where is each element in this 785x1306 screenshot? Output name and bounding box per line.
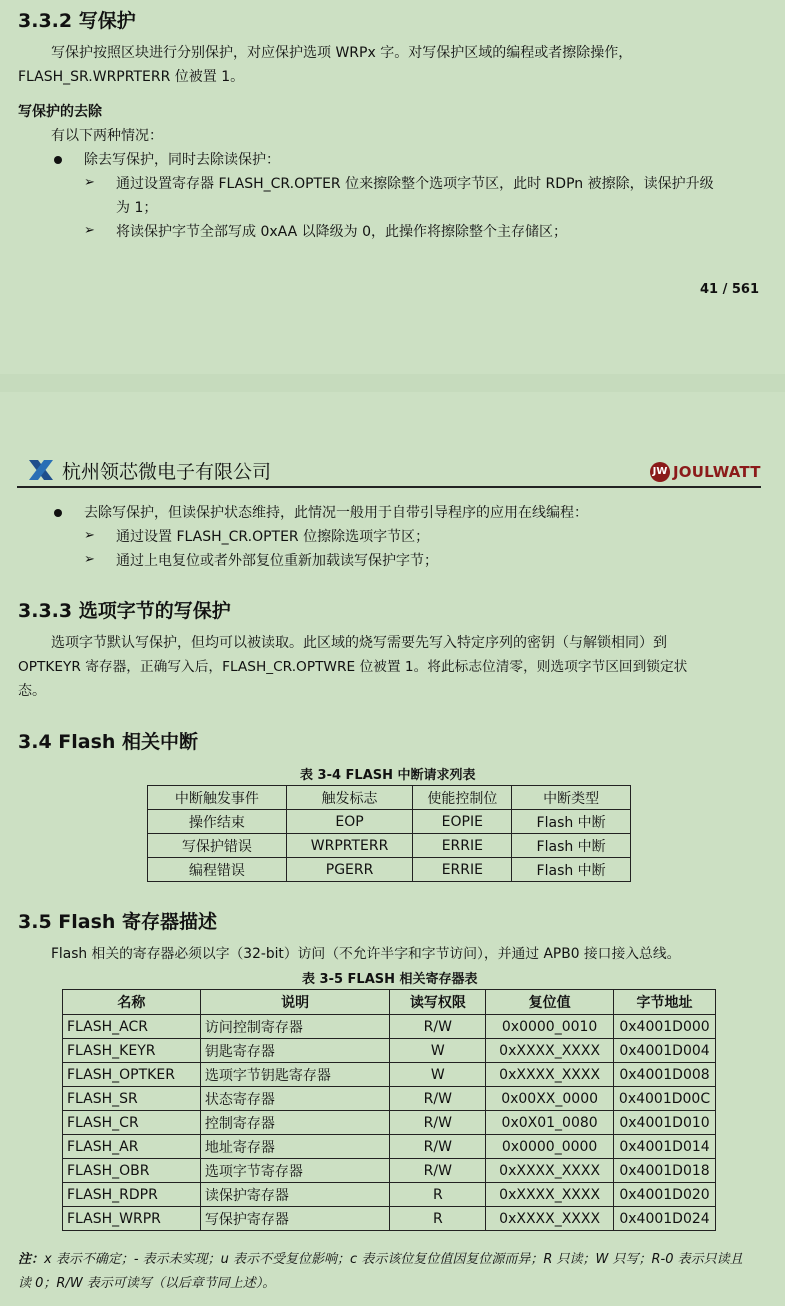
table-cell: R/W	[390, 1135, 486, 1159]
table-cell: 0xXXXX_XXXX	[486, 1063, 614, 1087]
table-cell: FLASH_KEYR	[63, 1039, 201, 1063]
table-row	[63, 1063, 716, 1087]
table-cell: 0x4001D020	[614, 1183, 716, 1207]
table-note-cont: 读 0；R/W 表示可读写（以后章节同上述）。	[18, 1276, 276, 1291]
bullet-item: 除去写保护，同时去除读保护：	[84, 152, 280, 168]
note-label: 注：	[18, 1252, 45, 1267]
sub-bullet-item: 将读保护字节全部写成 0xAA 以降级为 0，此操作将擦除整个主存储区；	[116, 224, 567, 240]
table-cell: 选项字节寄存器	[200, 1159, 390, 1183]
table-header-cell: 中断类型	[512, 786, 631, 810]
paragraph-line: 态。	[18, 683, 46, 699]
table-cell: PGERR	[286, 858, 413, 882]
table-cell: W	[390, 1063, 486, 1087]
paragraph-line: Flash 相关的寄存器必须以字（32-bit）访问（不允许半字和字节访问），并通过 APB0 接口接入总线。	[51, 946, 681, 962]
table-cell: R/W	[390, 1111, 486, 1135]
note-text: x 表示不确定；- 表示未实现；u 表示不受复位影响；c 表示该位复位值因复位源而异；R 只读；W 只写；R-0 表示只读且	[44, 1252, 743, 1267]
arrow-bullet-icon: ➢	[84, 552, 95, 567]
table-cell: R/W	[390, 1087, 486, 1111]
table-header-cell: 触发标志	[286, 786, 413, 810]
table-cell: 0x4001D024	[614, 1207, 716, 1231]
table-cell: 读保护寄存器	[200, 1183, 390, 1207]
table-cell: 0xXXXX_XXXX	[486, 1159, 614, 1183]
bullet-dot	[54, 509, 62, 517]
table-header-cell: 复位值	[486, 990, 614, 1015]
brand-logo	[650, 461, 761, 483]
table-cell: FLASH_OPTKER	[63, 1063, 201, 1087]
company-logo-icon	[27, 458, 55, 484]
table-header-cell: 字节地址	[614, 990, 716, 1015]
table-cell: FLASH_ACR	[63, 1015, 201, 1039]
company-name: 杭州领芯微电子有限公司	[62, 461, 272, 483]
table-cell: Flash 中断	[512, 810, 631, 834]
register-table	[62, 989, 716, 1231]
table-cell: FLASH_RDPR	[63, 1183, 201, 1207]
sub-bullet-item: 通过设置寄存器 FLASH_CR.OPTER 位来擦除整个选项字节区，此时 RDPn 被擦除，读保护升级	[116, 176, 714, 192]
table-cell: 操作结束	[148, 810, 287, 834]
table-caption: 表 3-4 FLASH 中断请求列表	[300, 768, 476, 783]
table-cell: 0x0X01_0080	[486, 1111, 614, 1135]
table-cell: 0xXXXX_XXXX	[486, 1183, 614, 1207]
table-cell: 0x00XX_0000	[486, 1087, 614, 1111]
section-heading-3-3-2: 3.3.2 写保护	[18, 10, 136, 32]
table-cell: 地址寄存器	[200, 1135, 390, 1159]
subheading: 写保护的去除	[18, 104, 102, 120]
table-cell: R	[390, 1207, 486, 1231]
table-cell: FLASH_OBR	[63, 1159, 201, 1183]
table-cell: 钥匙寄存器	[200, 1039, 390, 1063]
table-cell: 0x4001D008	[614, 1063, 716, 1087]
table-cell: FLASH_SR	[63, 1087, 201, 1111]
table-cell: 写保护寄存器	[200, 1207, 390, 1231]
table-cell: ERRIE	[413, 858, 512, 882]
table-row	[63, 1159, 716, 1183]
table-row	[63, 1135, 716, 1159]
table-cell: 控制寄存器	[200, 1111, 390, 1135]
table-row	[148, 810, 631, 834]
table-cell: FLASH_WRPR	[63, 1207, 201, 1231]
table-header-cell: 使能控制位	[413, 786, 512, 810]
table-cell: 0x4001D004	[614, 1039, 716, 1063]
table-cell: 访问控制寄存器	[200, 1015, 390, 1039]
table-header-cell: 中断触发事件	[148, 786, 287, 810]
table-cell: 0x4001D014	[614, 1135, 716, 1159]
bullet-dot	[54, 156, 62, 164]
table-cell: EOP	[286, 810, 413, 834]
bullet-item: 去除写保护，但读保护状态维持，此情况一般用于自带引导程序的应用在线编程：	[84, 505, 588, 521]
header-rule	[17, 486, 761, 488]
table-cell: 0x0000_0010	[486, 1015, 614, 1039]
section-heading-3-3-3: 3.3.3 选项字节的写保护	[18, 600, 231, 622]
brand-name: JOULWATT	[673, 463, 761, 481]
table-cell: Flash 中断	[512, 858, 631, 882]
table-cell: 0x4001D00C	[614, 1087, 716, 1111]
table-cell: W	[390, 1039, 486, 1063]
table-cell: 选项字节钥匙寄存器	[200, 1063, 390, 1087]
sub-bullet-item: 通过上电复位或者外部复位重新加载读写保护字节；	[116, 553, 438, 569]
table-cell: 0x0000_0000	[486, 1135, 614, 1159]
table-row	[148, 858, 631, 882]
arrow-bullet-icon: ➢	[84, 528, 95, 543]
interrupt-table	[147, 785, 631, 882]
paragraph-line: 写保护按照区块进行分别保护，对应保护选项 WRPx 字。对写保护区域的编程或者擦除操作，	[51, 45, 633, 61]
table-header-cell: 读写权限	[390, 990, 486, 1015]
table-row	[63, 1207, 716, 1231]
table-cell: 0xXXXX_XXXX	[486, 1039, 614, 1063]
table-cell: 0x4001D000	[614, 1015, 716, 1039]
table-row	[63, 1111, 716, 1135]
arrow-bullet-icon: ➢	[84, 223, 95, 238]
table-cell: 状态寄存器	[200, 1087, 390, 1111]
table-cell: FLASH_AR	[63, 1135, 201, 1159]
section-heading-3-5: 3.5 Flash 寄存器描述	[18, 911, 218, 933]
table-row	[148, 834, 631, 858]
table-header-cell: 名称	[63, 990, 201, 1015]
table-cell: ERRIE	[413, 834, 512, 858]
table-note	[18, 1248, 743, 1272]
table-cell: WRPRTERR	[286, 834, 413, 858]
section-heading-3-4: 3.4 Flash 相关中断	[18, 731, 199, 753]
table-cell: EOPIE	[413, 810, 512, 834]
table-cell: FLASH_CR	[63, 1111, 201, 1135]
table-cell: R	[390, 1183, 486, 1207]
page-separator	[0, 374, 785, 392]
table-cell: 0x4001D010	[614, 1111, 716, 1135]
brand-badge-icon: JW	[650, 462, 670, 482]
table-row	[63, 1039, 716, 1063]
arrow-bullet-icon: ➢	[84, 175, 95, 190]
paragraph-line: OPTKEYR 寄存器，正确写入后，FLASH_CR.OPTWRE 位被置 1。将此标志位清零，则选项字节区回到锁定状	[18, 659, 688, 675]
table-row	[63, 1015, 716, 1039]
paragraph-line: FLASH_SR.WRPRTERR 位被置 1。	[18, 69, 245, 85]
table-cell: 0xXXXX_XXXX	[486, 1207, 614, 1231]
table-header-cell: 说明	[200, 990, 390, 1015]
table-cell: R/W	[390, 1015, 486, 1039]
sub-bullet-item: 通过设置 FLASH_CR.OPTER 位擦除选项字节区；	[116, 529, 430, 545]
table-cell: 0x4001D018	[614, 1159, 716, 1183]
table-cell: 写保护错误	[148, 834, 287, 858]
paragraph-line: 选项字节默认写保护，但均可以被读取。此区域的烧写需要先写入特定序列的密钥（与解锁相同）到	[51, 635, 667, 651]
table-caption: 表 3-5 FLASH 相关寄存器表	[302, 972, 478, 987]
table-row	[63, 1183, 716, 1207]
table-row	[63, 1087, 716, 1111]
table-cell: 编程错误	[148, 858, 287, 882]
sub-bullet-item-cont: 为 1；	[116, 200, 158, 216]
table-cell: Flash 中断	[512, 834, 631, 858]
page-number: 41 / 561	[699, 282, 759, 297]
paragraph-line: 有以下两种情况：	[51, 128, 163, 144]
table-cell: R/W	[390, 1159, 486, 1183]
